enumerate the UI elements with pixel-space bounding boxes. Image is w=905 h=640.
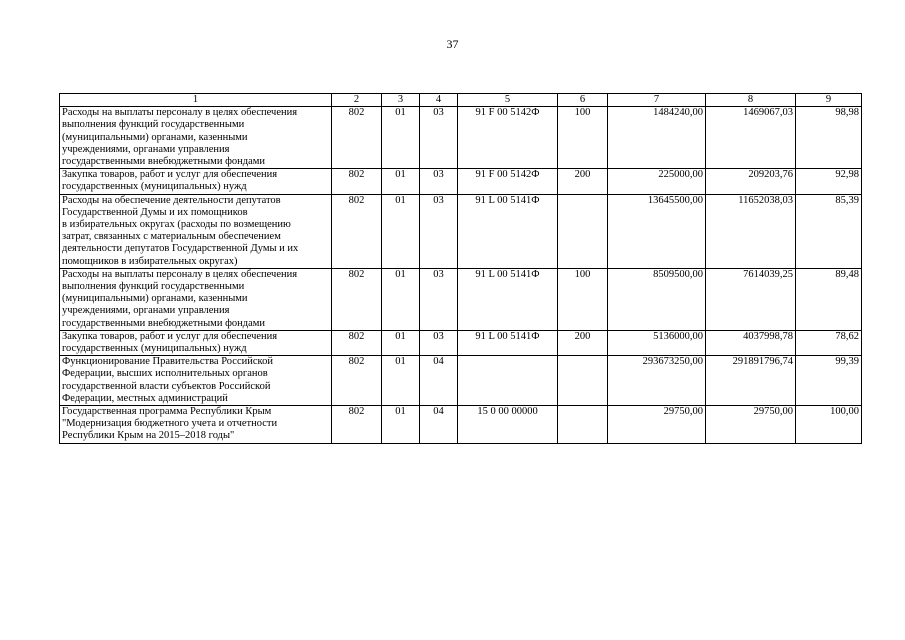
column-header: 5 — [458, 94, 558, 107]
description-line: (муниципальными) органами, казенными — [62, 293, 248, 305]
description-line: государственными внебюджетными фондами — [62, 156, 266, 168]
executed-amount-cell: 209203,76 — [706, 169, 796, 194]
column-header: 3 — [382, 94, 420, 107]
section-code-cell: 01 — [382, 330, 420, 355]
section-code-cell: 01 — [382, 169, 420, 194]
description-line: Закупка товаров, работ и услуг для обеспечения — [62, 330, 278, 342]
target-item-cell: 91 F 00 5142Ф — [458, 169, 558, 194]
description-line: Государственная программа Республики Крым — [62, 406, 272, 418]
subsection-code-cell: 03 — [420, 330, 458, 355]
table-row — [60, 330, 862, 355]
description-line: помощников в избирательных округах) — [62, 255, 238, 267]
executed-amount-cell: 1469067,03 — [706, 107, 796, 169]
planned-amount-cell: 8509500,00 — [608, 268, 706, 330]
section-code-cell: 01 — [382, 107, 420, 169]
description-line: государственными внебюджетными фондами — [62, 317, 266, 329]
planned-amount-cell: 5136000,00 — [608, 330, 706, 355]
target-item-cell: 15 0 00 00000 — [458, 406, 558, 444]
description-line: Расходы на выплаты персоналу в целях обеспечения — [62, 268, 298, 280]
column-header: 2 — [332, 94, 382, 107]
column-header: 9 — [796, 94, 862, 107]
ministry-code-cell: 802 — [332, 356, 382, 406]
description-line: государственных (муниципальных) нужд — [62, 181, 247, 193]
page-number: 37 — [446, 37, 459, 51]
description-line: Государственной Думы и их помощников — [62, 206, 248, 218]
subsection-code-cell: 04 — [420, 406, 458, 444]
description-line: Расходы на выплаты персоналу в целях обеспечения — [62, 107, 298, 119]
target-item-cell: 91 L 00 5141Ф — [458, 194, 558, 268]
planned-amount-cell: 29750,00 — [608, 406, 706, 444]
table-row — [60, 268, 862, 330]
description-line: Федерации, высших исполнительных органов — [62, 368, 268, 380]
section-code-cell: 01 — [382, 406, 420, 444]
expense-type-cell — [558, 406, 608, 444]
execution-percent-cell: 98,98 — [796, 107, 862, 169]
ministry-code-cell: 802 — [332, 169, 382, 194]
description-cell — [60, 268, 332, 330]
description-line: затрат, связанных с материальным обеспечением — [62, 231, 281, 243]
description-line: "Модернизация бюджетного учета и отчетности — [62, 418, 278, 430]
expense-type-cell — [558, 356, 608, 406]
description-cell — [60, 330, 332, 355]
description-line: Закупка товаров, работ и услуг для обеспечения — [62, 169, 278, 181]
description-line: выполнения функций государственными — [62, 281, 245, 293]
section-code-cell: 01 — [382, 356, 420, 406]
description-line: в избирательных округах (расходы по возмещению — [62, 219, 291, 231]
target-item-cell: 91 L 00 5141Ф — [458, 330, 558, 355]
table-row — [60, 406, 862, 444]
description-cell — [60, 107, 332, 169]
execution-percent-cell: 89,48 — [796, 268, 862, 330]
description-line: (муниципальными) органами, казенными — [62, 131, 248, 143]
planned-amount-cell: 293673250,00 — [608, 356, 706, 406]
description-line: Расходы на обеспечение деятельности депутатов — [62, 194, 281, 206]
ministry-code-cell: 802 — [332, 406, 382, 444]
ministry-code-cell: 802 — [332, 107, 382, 169]
description-line: государственной власти субъектов Российской — [62, 380, 271, 392]
planned-amount-cell: 1484240,00 — [608, 107, 706, 169]
table-row — [60, 169, 862, 194]
header-row — [60, 94, 862, 107]
execution-percent-cell: 99,39 — [796, 356, 862, 406]
table-row — [60, 107, 862, 169]
expense-type-cell — [558, 194, 608, 268]
execution-percent-cell: 78,62 — [796, 330, 862, 355]
column-header: 6 — [558, 94, 608, 107]
ministry-code-cell: 802 — [332, 330, 382, 355]
table-row — [60, 356, 862, 406]
description-line: учреждениями, органами управления — [62, 143, 230, 155]
ministry-code-cell: 802 — [332, 194, 382, 268]
subsection-code-cell: 03 — [420, 169, 458, 194]
description-line: выполнения функций государственными — [62, 119, 245, 131]
description-cell — [60, 169, 332, 194]
section-code-cell: 01 — [382, 268, 420, 330]
execution-percent-cell: 100,00 — [796, 406, 862, 444]
planned-amount-cell: 225000,00 — [608, 169, 706, 194]
description-cell — [60, 356, 332, 406]
ministry-code-cell: 802 — [332, 268, 382, 330]
subsection-code-cell: 04 — [420, 356, 458, 406]
subsection-code-cell: 03 — [420, 268, 458, 330]
expense-type-cell: 200 — [558, 169, 608, 194]
description-line: Функционирование Правительства Российской — [62, 356, 273, 368]
planned-amount-cell: 13645500,00 — [608, 194, 706, 268]
table-row — [60, 194, 862, 268]
expense-type-cell: 100 — [558, 107, 608, 169]
target-item-cell: 91 L 00 5141Ф — [458, 268, 558, 330]
description-line: Республики Крым на 2015–2018 годы" — [62, 430, 235, 442]
executed-amount-cell: 7614039,25 — [706, 268, 796, 330]
executed-amount-cell: 11652038,03 — [706, 194, 796, 268]
column-header: 4 — [420, 94, 458, 107]
executed-amount-cell: 291891796,74 — [706, 356, 796, 406]
column-header: 7 — [608, 94, 706, 107]
execution-percent-cell: 85,39 — [796, 194, 862, 268]
expense-type-cell: 100 — [558, 268, 608, 330]
expense-type-cell: 200 — [558, 330, 608, 355]
description-cell — [60, 406, 332, 444]
description-line: деятельности депутатов Государственной Думы и их — [62, 243, 299, 255]
description-line: государственных (муниципальных) нужд — [62, 343, 247, 355]
column-header: 8 — [706, 94, 796, 107]
target-item-cell — [458, 356, 558, 406]
execution-percent-cell: 92,98 — [796, 169, 862, 194]
subsection-code-cell: 03 — [420, 107, 458, 169]
description-cell — [60, 194, 332, 268]
description-line: учреждениями, органами управления — [62, 305, 230, 317]
target-item-cell: 91 F 00 5142Ф — [458, 107, 558, 169]
budget-table — [59, 93, 862, 444]
subsection-code-cell: 03 — [420, 194, 458, 268]
section-code-cell: 01 — [382, 194, 420, 268]
executed-amount-cell: 4037998,78 — [706, 330, 796, 355]
description-line: Федерации, местных администраций — [62, 392, 228, 404]
executed-amount-cell: 29750,00 — [706, 406, 796, 444]
column-header: 1 — [60, 94, 332, 107]
